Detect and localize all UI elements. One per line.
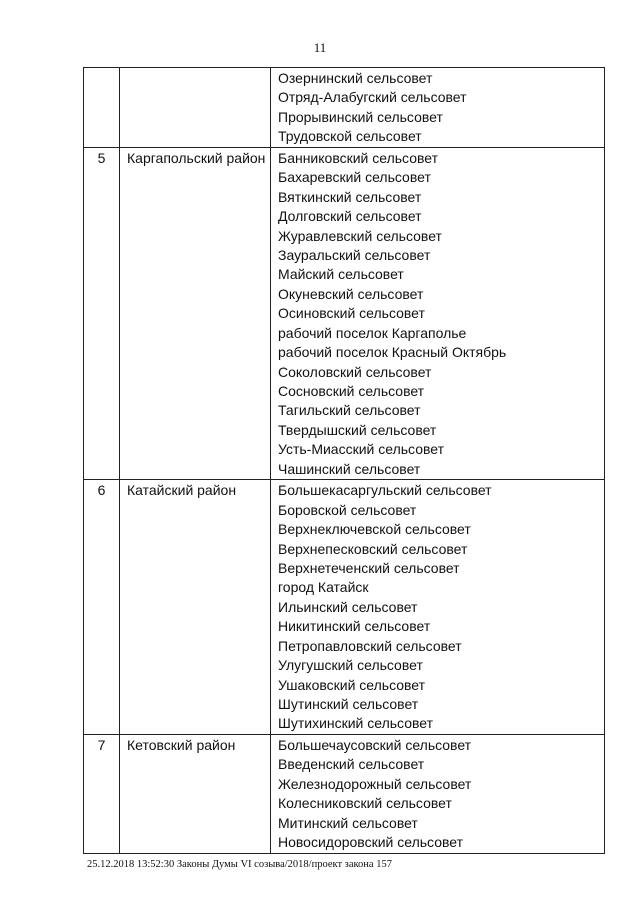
council-item: Бахаревский сельсовет xyxy=(278,169,431,186)
council-item: Верхнетеченский сельсовет xyxy=(278,559,460,576)
council-item: рабочий поселок Красный Октябрь xyxy=(278,344,507,361)
district-cell xyxy=(120,68,271,148)
councils-list xyxy=(271,480,604,734)
council-item: рабочий поселок Каргаполье xyxy=(278,324,467,341)
row-number-cell xyxy=(84,68,120,148)
row-number-cell xyxy=(84,147,120,479)
council-item: город Катайск xyxy=(278,579,369,596)
councils-cell xyxy=(271,68,605,148)
council-item: Журавлевский сельсовет xyxy=(278,227,442,244)
district-name xyxy=(120,68,270,69)
council-item: Большекасаргульский сельсовет xyxy=(278,482,492,499)
councils-cell xyxy=(271,480,605,735)
councils-list xyxy=(271,68,604,147)
council-item: Прорывинский сельсовет xyxy=(278,108,443,125)
council-item: Банниковский сельсовет xyxy=(278,149,439,166)
council-item: Никитинский сельсовет xyxy=(278,618,431,635)
council-item: Улугушский сельсовет xyxy=(278,657,423,674)
row-number: 6 xyxy=(97,482,106,499)
council-item: Верхнеключевской сельсовет xyxy=(278,521,471,538)
council-item: Введенский сельсовет xyxy=(278,756,425,773)
council-item: Осиновский сельсовет xyxy=(278,305,425,322)
council-item: Шутинский сельсовет xyxy=(278,696,419,712)
table-body xyxy=(84,68,605,854)
councils-list xyxy=(271,735,604,853)
council-item: Тагильский сельсовет xyxy=(278,402,421,419)
council-item: Трудовской сельсовет xyxy=(278,128,422,145)
district-name: Кетовский район xyxy=(127,736,236,753)
council-item: Майский сельсовет xyxy=(278,266,404,283)
councils-cell xyxy=(271,734,605,853)
page-number: 11 xyxy=(313,40,327,55)
council-item: Боровской сельсовет xyxy=(278,501,417,518)
table-row xyxy=(84,734,605,853)
council-item: Ильинский сельсовет xyxy=(278,598,418,615)
council-item: Шутихинский сельсовет xyxy=(278,715,434,732)
table-row xyxy=(84,147,605,479)
council-item: Большечаусовский сельсовет xyxy=(278,736,472,753)
council-item: Митинский сельсовет xyxy=(278,814,418,831)
district-name: Катайский район xyxy=(127,482,237,499)
council-item: Вяткинский сельсовет xyxy=(278,188,422,205)
document-footer: 25.12.2018 13:52:30 Законы Думы VI созыва/2018/проект закона 157 xyxy=(87,859,392,870)
council-item: Соколовский сельсовет xyxy=(278,363,432,380)
councils-cell xyxy=(271,147,605,479)
council-item: Сосновский сельсовет xyxy=(278,383,425,399)
council-item: Железнодорожный сельсовет xyxy=(278,775,472,792)
council-item: Верхнепесковский сельсовет xyxy=(278,540,468,557)
council-item: Долговский сельсовет xyxy=(278,208,422,225)
council-item: Окуневский сельсовет xyxy=(278,285,424,302)
district-cell xyxy=(120,734,271,853)
district-cell xyxy=(120,480,271,735)
council-item: Ушаковский сельсовет xyxy=(278,676,426,693)
table-row xyxy=(84,480,605,735)
council-item: Усть-Миасский сельсовет xyxy=(278,441,444,458)
row-number xyxy=(84,68,119,69)
council-item: Отряд-Алабугский сельсовет xyxy=(278,89,467,106)
district-cell xyxy=(120,147,271,479)
council-item: Колесниковский сельсовет xyxy=(278,795,452,812)
council-item: Чашинский сельсовет xyxy=(278,460,421,477)
row-number-cell xyxy=(84,480,120,735)
council-item: Новосидоровский сельсовет xyxy=(278,834,463,851)
row-number-cell xyxy=(84,734,120,853)
municipalities-table xyxy=(83,67,605,854)
row-number: 7 xyxy=(97,736,106,753)
councils-list xyxy=(271,148,604,479)
council-item: Зауральский сельсовет xyxy=(278,246,431,263)
council-item: Твердышский сельсовет xyxy=(278,421,437,438)
row-number: 5 xyxy=(97,149,106,166)
district-name: Каргапольский район xyxy=(127,149,266,166)
council-item: Озернинский сельсовет xyxy=(278,70,433,86)
council-item: Петропавловский сельсовет xyxy=(278,637,462,654)
table-row xyxy=(84,68,605,148)
